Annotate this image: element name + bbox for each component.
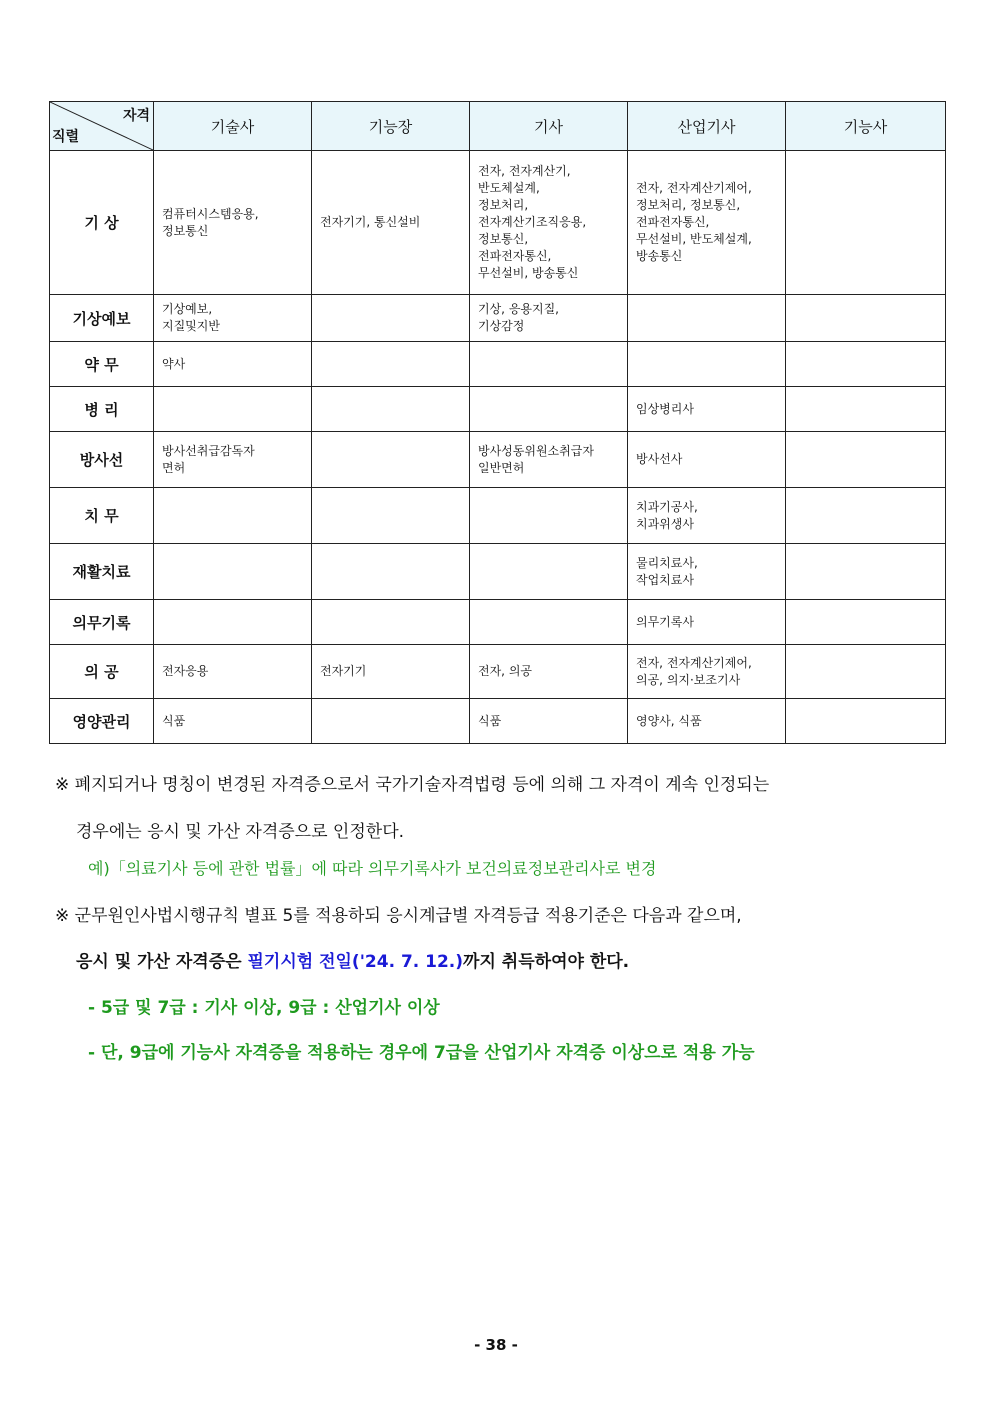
table-cell: [786, 544, 946, 600]
table-cell: 전자기기, 통신설비: [312, 151, 470, 295]
table-row: [50, 699, 946, 744]
table-cell: [312, 699, 470, 744]
note-exception: - 단, 9급에 기능사 자격증을 적용하는 경우에 7급을 산업기사 자격증 이상으로 적용 가능: [88, 1043, 755, 1063]
table-row: [50, 488, 946, 544]
table-cell: [786, 699, 946, 744]
table-cell: 영양사, 식품: [628, 699, 786, 744]
table-cell: [470, 600, 628, 645]
table-cell: 전자, 전자계산기제어, 의공, 의지·보조기사: [628, 645, 786, 699]
table-cell: [470, 488, 628, 544]
qualification-table: [49, 101, 946, 744]
row-header: 의무기록: [50, 600, 154, 645]
table-cell: 임상병리사: [628, 387, 786, 432]
row-header: 치 무: [50, 488, 154, 544]
table-row: [50, 295, 946, 342]
table-cell: 방사선사: [628, 432, 786, 488]
table-cell: [312, 432, 470, 488]
note-grade-levels: - 5급 및 7급 : 기사 이상, 9급 : 산업기사 이상: [88, 998, 440, 1018]
note-abolished-certificates: ※ 폐지되거나 명칭이 변경된 자격증으로서 국가기술자격법령 등에 의해 그 자격이 계속 인정되는: [55, 775, 770, 795]
table-cell: [628, 342, 786, 387]
note-deadline: [76, 947, 629, 972]
row-header: 영양관리: [50, 699, 154, 744]
table-row: [50, 600, 946, 645]
table-cell: [786, 600, 946, 645]
table-cell: [786, 645, 946, 699]
table-cell: 전자, 전자계산기, 반도체설계, 정보처리, 전자계산기조직응용, 정보통신, 전파전자통신, 무선설비, 방송통신: [470, 151, 628, 295]
column-header: 산업기사: [628, 102, 786, 151]
table-cell: 전자기기: [312, 645, 470, 699]
row-header: 기상예보: [50, 295, 154, 342]
corner-top-label: 자격: [122, 108, 150, 124]
table-row: [50, 645, 946, 699]
corner-bottom-label: 직렬: [52, 129, 80, 145]
table-cell: [312, 488, 470, 544]
table-cell: 전자, 전자계산기제어, 정보처리, 정보통신, 전파전자통신, 무선설비, 반도체설계, 방송통신: [628, 151, 786, 295]
table-cell: [786, 342, 946, 387]
note-deadline-part2: 까지 취득하여야 한다.: [463, 952, 630, 972]
table-cell: 치과기공사, 치과위생사: [628, 488, 786, 544]
table-row: [50, 432, 946, 488]
table-cell: [154, 488, 312, 544]
page-number: - 38 -: [474, 1336, 518, 1354]
table-cell: 식품: [470, 699, 628, 744]
row-header: 약 무: [50, 342, 154, 387]
table-cell: 기상예보, 지질및지반: [154, 295, 312, 342]
table-cell: 물리치료사, 작업치료사: [628, 544, 786, 600]
note-deadline-date: 필기시험 전일('24. 7. 12.): [247, 952, 464, 972]
table-cell: [154, 544, 312, 600]
table-cell: [786, 488, 946, 544]
table-cell: [470, 342, 628, 387]
table-row: [50, 151, 946, 295]
column-header: 기능장: [312, 102, 470, 151]
row-header: 방사선: [50, 432, 154, 488]
table-cell: [312, 387, 470, 432]
table-cell: [786, 387, 946, 432]
table-cell: [470, 544, 628, 600]
table-cell: [154, 600, 312, 645]
row-header: 재활치료: [50, 544, 154, 600]
table-cell: [786, 151, 946, 295]
note-grade-standard: ※ 군무원인사법시행규칙 별표 5를 적용하되 응시계급별 자격등급 적용기준은 다음과 같으며,: [55, 906, 742, 926]
corner-header: [50, 102, 154, 151]
table-cell: [312, 342, 470, 387]
table-row: [50, 387, 946, 432]
note-deadline-part1: 응시 및 가산 자격증은: [76, 952, 248, 972]
note-example: 예)「의료기사 등에 관한 법률」에 따라 의무기록사가 보건의료정보관리사로 변경: [88, 859, 657, 878]
table-cell: 방사선취급감독자 면허: [154, 432, 312, 488]
table-cell: [312, 295, 470, 342]
table-cell: 방사성동위원소취급자 일반면허: [470, 432, 628, 488]
table-cell: [312, 544, 470, 600]
table-row: [50, 342, 946, 387]
table-cell: [786, 432, 946, 488]
column-header: 기능사: [786, 102, 946, 151]
row-header: 기 상: [50, 151, 154, 295]
row-header: 병 리: [50, 387, 154, 432]
column-header: 기사: [470, 102, 628, 151]
table-header-row: [50, 102, 946, 151]
table-row: [50, 544, 946, 600]
table-cell: [470, 387, 628, 432]
table-cell: [628, 295, 786, 342]
table-cell: 식품: [154, 699, 312, 744]
table-cell: [786, 295, 946, 342]
column-header: 기술사: [154, 102, 312, 151]
table-cell: 컴퓨터시스템응용, 정보통신: [154, 151, 312, 295]
table-cell: [312, 600, 470, 645]
table-cell: [154, 387, 312, 432]
row-header: 의 공: [50, 645, 154, 699]
note-abolished-certificates-cont: 경우에는 응시 및 가산 자격증으로 인정한다.: [76, 822, 405, 842]
table-cell: 전자응용: [154, 645, 312, 699]
table-cell: 기상, 응용지질, 기상감정: [470, 295, 628, 342]
table-cell: 의무기록사: [628, 600, 786, 645]
table-cell: 전자, 의공: [470, 645, 628, 699]
table-cell: 약사: [154, 342, 312, 387]
